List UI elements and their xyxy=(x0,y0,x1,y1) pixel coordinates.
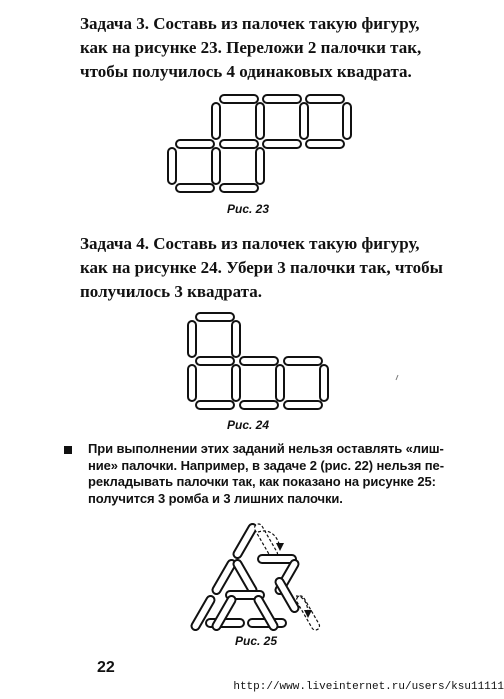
stick-dashed xyxy=(253,523,279,560)
task-4-label: Задача 4. xyxy=(80,234,149,253)
stick xyxy=(240,357,278,365)
stick xyxy=(176,140,214,148)
stick xyxy=(276,365,284,401)
stick xyxy=(212,103,220,139)
stick xyxy=(196,401,234,409)
stick xyxy=(284,357,322,365)
figure-25-caption: Рис. 25 xyxy=(234,634,278,648)
task-3-line-3: чтобы получилось 4 одинаковых квадрата. xyxy=(80,62,412,81)
note-line-3: рекладывать палочки так, как показано на рисунке 25: xyxy=(88,474,436,489)
stick xyxy=(220,184,258,192)
stick xyxy=(256,103,264,139)
stick xyxy=(306,95,344,103)
stick xyxy=(168,148,176,184)
watermark-url: http://www.liveinternet.ru/users/ksu11111 xyxy=(233,681,504,693)
stick xyxy=(256,148,264,184)
stick xyxy=(176,184,214,192)
stick xyxy=(320,365,328,401)
stick xyxy=(220,140,258,148)
stick xyxy=(220,95,258,103)
task-4-line-3: получилось 3 квадрата. xyxy=(80,282,262,301)
note-block xyxy=(64,441,494,507)
task-3-line-1: Составь из палочек такую фигуру, xyxy=(153,14,420,33)
stick xyxy=(212,148,220,184)
stick xyxy=(232,523,258,560)
note-line-1: При выполнении этих заданий нельзя оставлять «лиш- xyxy=(88,441,444,456)
stick xyxy=(232,559,258,596)
stick xyxy=(188,321,196,357)
stick xyxy=(306,140,344,148)
figure-24-caption: Рис. 24 xyxy=(226,418,270,432)
stick xyxy=(263,140,301,148)
stray-mark xyxy=(396,375,398,380)
stick xyxy=(196,357,234,365)
stick xyxy=(284,401,322,409)
figure-23-caption: Рис. 23 xyxy=(226,202,270,216)
stick xyxy=(232,321,240,357)
task-4-line-1: Составь из палочек такую фигуру, xyxy=(153,234,420,253)
stick xyxy=(240,401,278,409)
page-number: 22 xyxy=(97,659,115,676)
task-3-label: Задача 3. xyxy=(80,14,149,33)
stick xyxy=(196,313,234,321)
bullet-square-icon xyxy=(64,446,72,454)
task-3-line-2: как на рисунке 23. Переложи 2 палочки так, xyxy=(80,38,422,57)
note-line-2: ние» палочки. Например, в задаче 2 (рис. 22) нельзя пе- xyxy=(88,457,444,473)
stick xyxy=(343,103,351,139)
arrowhead xyxy=(276,543,284,551)
task-4-line-2: как на рисунке 24. Убери 3 палочки так, чтобы xyxy=(80,258,443,277)
note-line-4: получится 3 ромба и 3 лишних палочки. xyxy=(88,490,343,506)
stick xyxy=(188,365,196,401)
stick xyxy=(263,95,301,103)
figure-25 xyxy=(190,523,321,632)
stick xyxy=(232,365,240,401)
task-4 xyxy=(80,232,480,304)
figure-24 xyxy=(188,313,328,409)
stick xyxy=(300,103,308,139)
